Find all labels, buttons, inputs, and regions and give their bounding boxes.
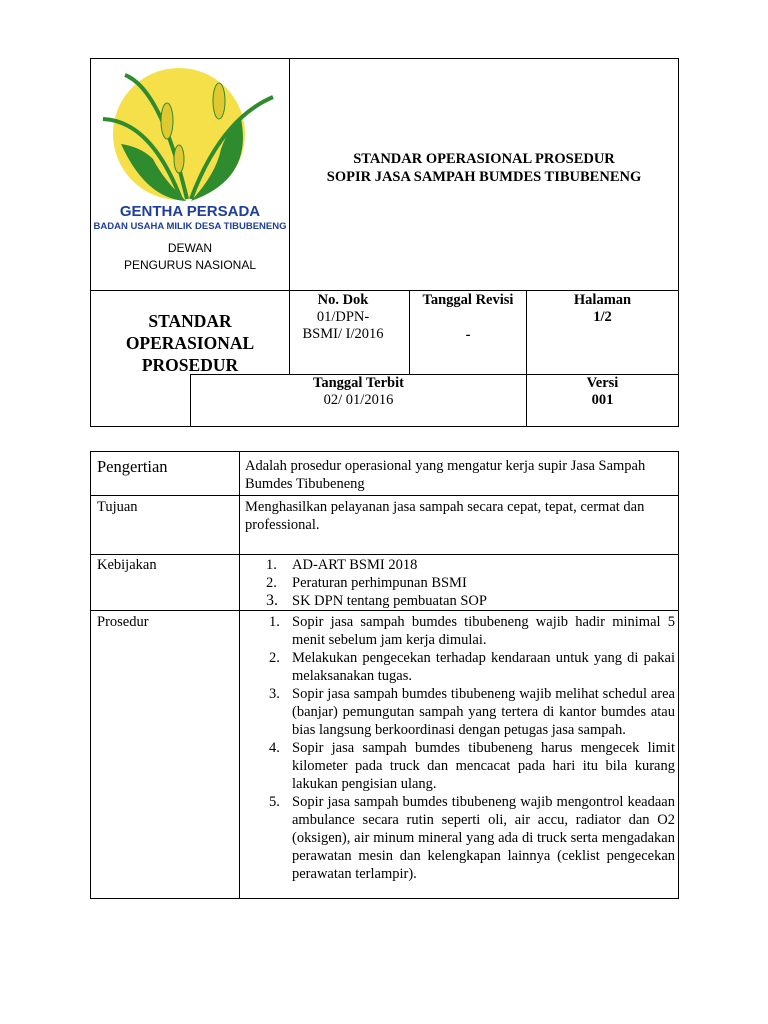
versi-label: Versi (586, 375, 619, 391)
list-text: Melakukan pengecekan terhadap kendaraan untuk yang di pakai melaksanakan tugas. (292, 650, 675, 684)
sop-label-line3: PROSEDUR (141, 355, 239, 375)
logo-dept-line1: DEWAN (167, 241, 213, 255)
list-number: 1. (269, 614, 280, 630)
document-title-line1: STANDAR OPERASIONAL PROSEDUR (353, 151, 615, 167)
halaman-value: 1/2 (593, 309, 612, 325)
list-item (239, 592, 673, 610)
logo-name-line1: GENTHA PERSADA (119, 203, 261, 220)
tujuan-label: Tujuan (97, 499, 138, 515)
list-text: SK DPN tentang pembuatan SOP (292, 593, 487, 609)
prosedur-label: Prosedur (97, 614, 149, 630)
logo (91, 59, 289, 290)
list-item (239, 574, 673, 592)
content-row-divider-3 (91, 610, 678, 611)
logo-dept-line2: PENGURUS NASIONAL (123, 258, 257, 272)
content-row-divider-1 (91, 495, 678, 496)
list-number: 2. (269, 650, 280, 666)
tanggal-terbit-label: Tanggal Terbit (313, 375, 404, 391)
sop-header-table (90, 58, 679, 427)
list-item (265, 685, 675, 739)
list-number: 2. (266, 575, 277, 591)
list-item (265, 649, 675, 685)
list-text: Sopir jasa sampah bumdes tibubeneng harus mengecek limit kilometer pada truck dan mencacat pada hari itu bila kurang lakukan pengisian ulang. (292, 740, 675, 792)
content-row-divider-2 (91, 554, 678, 555)
tujuan-text: Menghasilkan pelayanan jasa sampah secara cepat, tepat, cermat dan professional. (245, 499, 645, 533)
sop-label-line1: STANDAR (148, 311, 232, 331)
list-text: Sopir jasa sampah bumdes tibubeneng wajib mengontrol keadaan ambulance secara rutin seperti oli, air accu, radiator dan O2 (oksigen), air minum mineral yang ada di truck serta mengadakan perawatan mesin dan kelengkapan lainnya (ceklist pengecekan perawatan terlampir). (292, 794, 675, 882)
tanggal-revisi-value: - (465, 327, 471, 343)
logo-name-line2: BADAN USAHA MILIK DESA TIBUBENENG (93, 221, 287, 232)
list-item (265, 739, 675, 793)
list-number: 5. (269, 794, 280, 810)
prosedur-list (265, 613, 675, 883)
list-text: Sopir jasa sampah bumdes tibubeneng wajib melihat schedul area (banjar) pemungutan sampah yang tertera di kantor bumdes atau bias langsung berkoordinasi dengan petugas jasa sampah. (292, 686, 675, 738)
no-dok-label: No. Dok (317, 292, 369, 308)
list-text: AD-ART BSMI 2018 (292, 557, 418, 573)
content-divider-vertical (239, 452, 240, 898)
sop-label-line2: OPERASIONAL (125, 333, 255, 353)
logo-emblem-icon (91, 59, 289, 209)
no-dok-value-line1: 01/DPN- (316, 309, 370, 325)
kebijakan-label: Kebijakan (97, 557, 157, 573)
list-text: Peraturan perhimpunan BSMI (292, 575, 467, 591)
pengertian-label: Pengertian (97, 457, 168, 476)
document-title-line2: SOPIR JASA SAMPAH BUMDES TIBUBENENG (326, 169, 642, 185)
list-item (265, 793, 675, 883)
tanggal-terbit-value: 02/ 01/2016 (323, 392, 394, 408)
pengertian-text: Adalah prosedur operasional yang mengatur kerja supir Jasa Sampah Bumdes Tibubeneng (245, 458, 646, 492)
tanggal-revisi-label: Tanggal Revisi (422, 292, 514, 308)
halaman-label: Halaman (573, 292, 632, 308)
list-item (239, 556, 673, 574)
list-number: 4. (269, 740, 280, 756)
list-number: 1. (266, 557, 277, 573)
kebijakan-list (239, 556, 673, 610)
list-item (265, 613, 675, 649)
no-dok-value-line2: BSMI/ I/2016 (302, 326, 384, 342)
versi-value: 001 (591, 392, 614, 408)
sop-content-table (90, 451, 679, 899)
list-number: 3. (266, 592, 278, 609)
list-text: Sopir jasa sampah bumdes tibubeneng wajib hadir minimal 5 menit sebelum jam kerja dimulai. (292, 614, 675, 648)
list-number: 3. (269, 686, 280, 702)
